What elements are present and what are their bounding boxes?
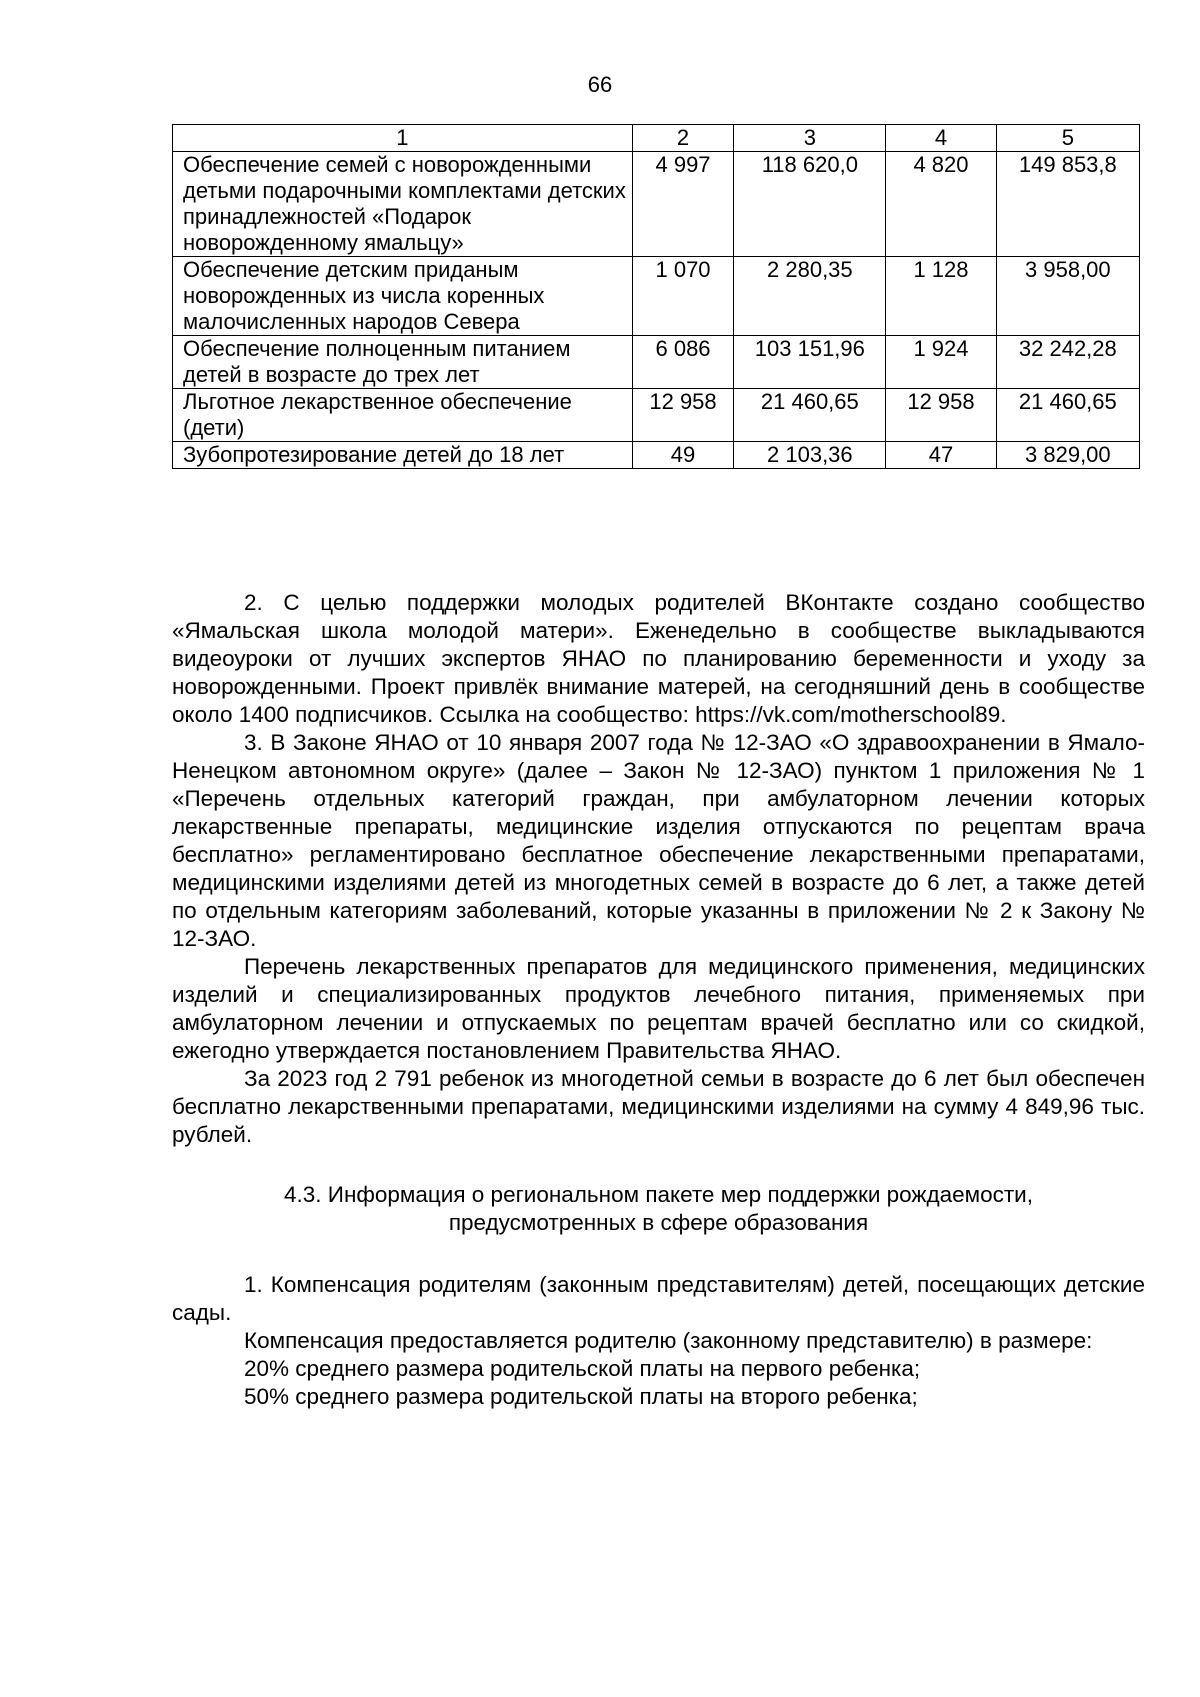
row-name: Обеспечение семей с новорожденными детьми подарочными комплектами детских принадлежностей «Подарок новорожденному ямальцу» — [173, 152, 633, 257]
header-col-3: 3 — [734, 125, 886, 152]
paragraph-medicine-list: Перечень лекарственных препаратов для медицинского применения, медицинских изделий и специализированных продуктов лечебного питания, применяемых при амбулаторном лечении и отпускаемых по рецептам врачей бесплатно или со скидкой, ежегодно утверждается постановлением Правительства ЯНАО. — [172, 954, 1145, 1063]
paragraph-2023-stats: За 2023 год 2 791 ребенок из многодетной семьи в возрасте до 6 лет был обеспечен бесплатно лекарственными препаратами, медицинскими изделиями на сумму 4 849,96 тыс. рублей. — [172, 1066, 1145, 1147]
row-value: 149 853,8 — [996, 152, 1139, 257]
paragraph-law-12-zao: 3. В Законе ЯНАО от 10 января 2007 года № 12-ЗАО «О здравоохранении в Ямало-Ненецком автономном округе» (далее – Закон № 12-ЗАО) пунктом 1 приложения № 1 «Перечень отдельных категорий граждан, при амбулаторном лечении которых лекарственные препараты, медицинские изделия отпускаются по рецептам врача бесплатно» регламентировано бесплатное обеспечение лекарственными препаратами, медицинскими изделиями детей из многодетных семей в возрасте до 6 лет, а также детей по отдельным категориям заболеваний, которые указанны в приложении № 2 к Закону № 12-ЗАО. — [172, 730, 1145, 951]
page-number: 66 — [587, 72, 613, 97]
row-value: 12 958 — [886, 389, 996, 442]
table-row — [173, 257, 1140, 336]
row-value: 1 924 — [886, 336, 996, 389]
paragraph-compensation: 1. Компенсация родителям (законным представителям) детей, посещающих детские сады. — [172, 1272, 1145, 1325]
row-name: Льготное лекарственное обеспечение (дети) — [173, 389, 633, 442]
row-value: 2 280,35 — [734, 257, 886, 336]
row-value: 4 820 — [886, 152, 996, 257]
row-value: 118 620,0 — [734, 152, 886, 257]
header-col-4: 4 — [886, 125, 996, 152]
table-row — [173, 336, 1140, 389]
header-col-5: 5 — [996, 125, 1139, 152]
header-col-1: 1 — [173, 125, 633, 152]
row-name: Обеспечение детским приданым новорожденных из числа коренных малочисленных народов Севера — [173, 257, 633, 336]
table-row — [173, 152, 1140, 257]
row-value: 103 151,96 — [734, 336, 886, 389]
paragraph-first-child: 20% среднего размера родительской платы на первого ребенка; — [244, 1356, 921, 1381]
header-col-2: 2 — [632, 125, 734, 152]
row-value: 2 103,36 — [734, 442, 886, 469]
row-value: 21 460,65 — [996, 389, 1139, 442]
table-header-row — [173, 125, 1140, 152]
row-value: 6 086 — [632, 336, 734, 389]
row-name: Обеспечение полноценным питанием детей в возрасте до трех лет — [173, 336, 633, 389]
paragraph-second-child: 50% среднего размера родительской платы на второго ребенка; — [244, 1384, 918, 1409]
body-text — [172, 589, 1145, 1411]
row-value: 4 997 — [632, 152, 734, 257]
row-value: 3 829,00 — [996, 442, 1139, 469]
statistics-table — [172, 124, 1140, 469]
table-row — [173, 389, 1140, 442]
row-name: Зубопротезирование детей до 18 лет — [173, 442, 633, 469]
row-value: 21 460,65 — [734, 389, 886, 442]
row-value: 12 958 — [632, 389, 734, 442]
paragraph-vk-community: 2. С целью поддержки молодых родителей ВКонтакте создано сообщество «Ямальская школа молодой матери». Еженедельно в сообществе выкладываются видеоуроки от лучших экспертов ЯНАО по планированию беременности и уходу за новорожденными. Проект привлёк внимание матерей, на сегодняшний день в сообществе около 1400 подписчиков. Ссылка на сообщество: https://vk.com/motherschool89. — [172, 590, 1145, 727]
row-value: 1 128 — [886, 257, 996, 336]
row-value: 32 242,28 — [996, 336, 1139, 389]
row-value: 3 958,00 — [996, 257, 1139, 336]
paragraph-compensation-size: Компенсация предоставляется родителю (законному представителю) в размере: — [244, 1328, 1093, 1353]
row-value: 1 070 — [632, 257, 734, 336]
row-value: 47 — [886, 442, 996, 469]
table-row — [173, 442, 1140, 469]
section-heading: 4.3. Информация о региональном пакете мер поддержки рождаемости, предусмотренных в сфере образования — [284, 1182, 1033, 1235]
row-value: 49 — [632, 442, 734, 469]
